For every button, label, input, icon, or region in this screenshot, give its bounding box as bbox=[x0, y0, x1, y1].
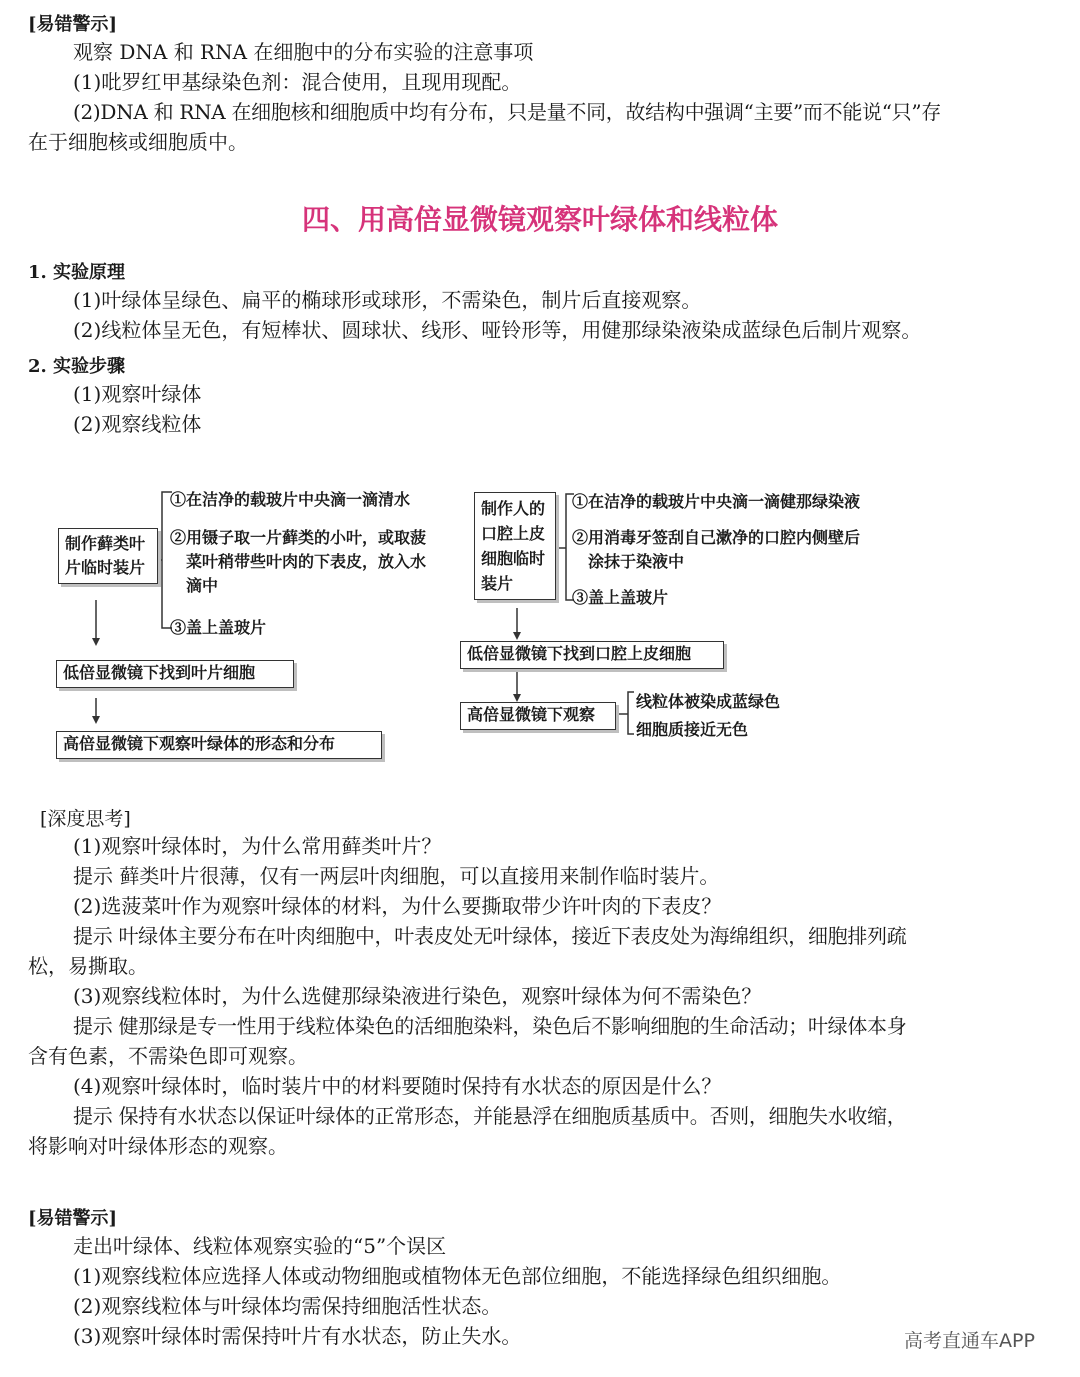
flow-left-step-2-line-1: ②用镊子取一片藓类的小叶，或取菠 bbox=[170, 528, 427, 547]
flow-right-box-prepare-line-3: 细胞临时 bbox=[481, 549, 546, 568]
flow-left-box-low-power: 低倍显微镜下找到叶片细胞 bbox=[56, 660, 294, 688]
deep-line-11: 将影响对叶绿体形态的观察。 bbox=[28, 1134, 288, 1158]
flow-left-step-1: ①在洁净的载玻片中央滴一滴清水 bbox=[170, 490, 411, 509]
watermark-text: 高考直通车APP bbox=[904, 1330, 1035, 1352]
principle-line-1: (1)叶绿体呈绿色、扁平的椭球形或球形，不需染色，制片后直接观察。 bbox=[73, 288, 702, 312]
warning-1-line-3: (2)DNA 和 RNA 在细胞核和细胞质中均有分布，只是量不同，故结构中强调“主要”而不能说“只”存 bbox=[73, 100, 941, 124]
flow-right-step-1: ①在洁净的载玻片中央滴一滴健那绿染液 bbox=[572, 492, 861, 511]
steps-line-2: (2)观察线粒体 bbox=[73, 412, 202, 436]
warning-tag-2: [易错警示] bbox=[28, 1208, 118, 1229]
deep-line-6: (3)观察线粒体时，为什么选健那绿染液进行染色，观察叶绿体为何不需染色？ bbox=[73, 984, 762, 1008]
flow-right-box-prepare-line-1: 制作人的 bbox=[481, 499, 546, 518]
section-title: 四、用高倍显微镜观察叶绿体和线粒体 bbox=[301, 203, 778, 236]
flow-right-box-prepare-line-2: 口腔上皮 bbox=[481, 524, 546, 543]
flow-right-box-low-power: 低倍显微镜下找到口腔上皮细胞 bbox=[460, 641, 724, 669]
flow-right-step-2-line-1: ②用消毒牙签刮自己漱净的口腔内侧壁后 bbox=[572, 528, 861, 547]
warning-1-line-1: 观察 DNA 和 RNA 在细胞中的分布实验的注意事项 bbox=[73, 40, 534, 64]
deep-line-7: 提示 健那绿是专一性用于线粒体染色的活细胞染料，染色后不影响细胞的生命活动；叶绿体本身 bbox=[73, 1014, 907, 1038]
warning-1-line-4: 在于细胞核或细胞质中。 bbox=[28, 130, 248, 154]
deep-line-1: (1)观察叶绿体时，为什么常用藓类叶片？ bbox=[73, 834, 442, 858]
deep-line-10: 提示 保持有水状态以保证叶绿体的正常形态，并能悬浮在细胞质基质中。否则，细胞失水收缩， bbox=[73, 1104, 907, 1128]
warning-1-line-2: (1)吡罗红甲基绿染色剂：混合使用，且现用现配。 bbox=[73, 70, 522, 94]
deep-line-8: 含有色素，不需染色即可观察。 bbox=[28, 1044, 308, 1068]
flow-right-result-1: 线粒体被染成蓝绿色 bbox=[636, 692, 781, 711]
deep-line-5: 松，易撕取。 bbox=[28, 954, 148, 978]
warning-2-line-3: (2)观察线粒体与叶绿体均需保持细胞活性状态。 bbox=[73, 1294, 502, 1318]
deep-line-3: (2)选菠菜叶作为观察叶绿体的材料，为什么要撕取带少许叶肉的下表皮？ bbox=[73, 894, 722, 918]
flow-left-step-2-line-2: 菜叶稍带些叶肉的下表皮，放入水 bbox=[186, 552, 427, 571]
flow-right-step-3: ③盖上盖玻片 bbox=[572, 588, 669, 607]
flow-left-step-3: ③盖上盖玻片 bbox=[170, 618, 267, 637]
principle-heading: 1. 实验原理 bbox=[28, 262, 126, 283]
flow-right-box-prepare bbox=[474, 492, 556, 600]
deep-line-4: 提示 叶绿体主要分布在叶肉细胞中，叶表皮处无叶绿体，接近下表皮处为海绵组织，细胞排列疏 bbox=[73, 924, 907, 948]
warning-2-line-1: 走出叶绿体、线粒体观察实验的“5”个误区 bbox=[73, 1234, 447, 1258]
steps-line-1: (1)观察叶绿体 bbox=[73, 382, 202, 406]
flow-right-step-2-line-2: 涂抹于染液中 bbox=[588, 552, 685, 571]
flow-right-box-prepare-line-4: 装片 bbox=[481, 574, 514, 593]
flow-right-box-high-power: 高倍显微镜下观察 bbox=[460, 702, 616, 730]
warning-2-line-4: (3)观察叶绿体时需保持叶片有水状态，防止失水。 bbox=[73, 1324, 522, 1348]
deep-line-9: (4)观察叶绿体时，临时装片中的材料要随时保持有水状态的原因是什么？ bbox=[73, 1074, 722, 1098]
steps-heading: 2. 实验步骤 bbox=[28, 356, 126, 377]
principle-line-2: (2)线粒体呈无色，有短棒状、圆球状、线形、哑铃形等，用健那绿染液染成蓝绿色后制片观察。 bbox=[73, 318, 922, 342]
flow-left-step-2-line-3: 滴中 bbox=[186, 576, 219, 595]
flow-left-box-prepare bbox=[58, 528, 158, 584]
flow-left-box-prepare-line-2: 片临时装片 bbox=[65, 558, 146, 577]
flow-left-box-high-power: 高倍显微镜下观察叶绿体的形态和分布 bbox=[56, 731, 382, 759]
warning-2-line-2: (1)观察线粒体应选择人体或动物细胞或植物体无色部位细胞，不能选择绿色组织细胞。 bbox=[73, 1264, 842, 1288]
warning-tag-1: [易错警示] bbox=[28, 14, 118, 35]
deep-line-2: 提示 藓类叶片很薄，仅有一两层叶肉细胞，可以直接用来制作临时装片。 bbox=[73, 864, 720, 888]
flow-right-result-2: 细胞质接近无色 bbox=[636, 720, 749, 739]
deep-thinking-tag: [深度思考] bbox=[40, 808, 131, 830]
flow-left-box-prepare-line-1: 制作藓类叶 bbox=[65, 534, 146, 553]
